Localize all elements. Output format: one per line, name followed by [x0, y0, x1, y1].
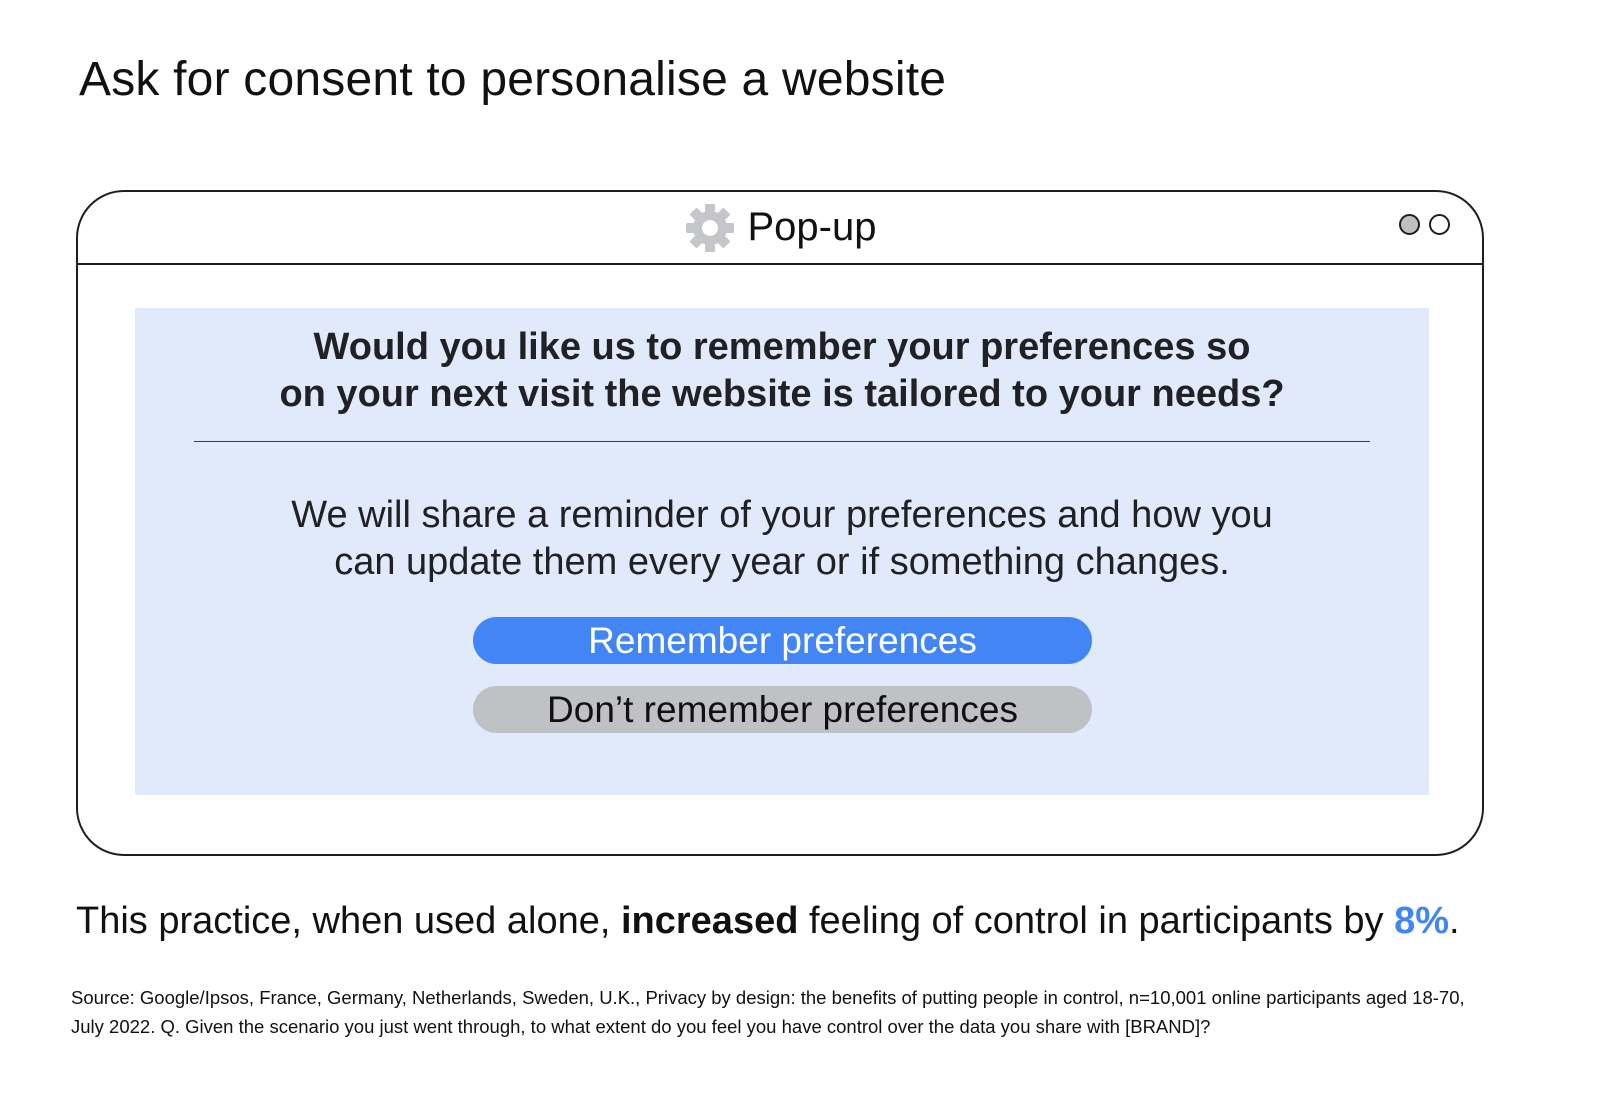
question-line-1: Would you like us to remember your preferences so: [313, 326, 1251, 368]
explanation-line-2: can update them every year or if something changes.: [334, 541, 1230, 583]
result-summary: [76, 900, 1460, 943]
summary-emphasis: increased: [620, 900, 799, 942]
consent-explanation: [135, 492, 1429, 586]
window-controls: [1399, 214, 1450, 235]
summary-prefix: This practice, when used alone,: [76, 900, 621, 942]
source-note: Source: Google/Ipsos, France, Germany, Netherlands, Sweden, U.K., Privacy by design: the benefits of putting people in control, n=10,001 online participants aged 18-70, July 2022. Q. Given the scenario you just went through, to what extent do you feel you have control over the data you share with [BRAND]?: [71, 987, 1465, 1037]
consent-dialog: [135, 308, 1429, 795]
page-title: Ask for consent to personalise a website: [79, 53, 947, 106]
window-title: Pop-up: [747, 205, 877, 249]
window-titlebar: [78, 192, 1482, 265]
window-title-group: [78, 192, 1482, 263]
dialog-divider: [194, 441, 1370, 442]
summary-stat: 8%: [1394, 900, 1450, 942]
remember-preferences-button[interactable]: Remember preferences: [473, 617, 1092, 664]
dont-remember-preferences-button[interactable]: Don’t remember preferences: [473, 686, 1092, 733]
summary-suffix: .: [1449, 900, 1460, 942]
explanation-line-1: We will share a reminder of your preferences and how you: [291, 494, 1273, 536]
question-line-2: on your next visit the website is tailored to your needs?: [279, 373, 1285, 415]
window-dot-empty[interactable]: [1429, 214, 1450, 235]
popup-window: [76, 190, 1484, 856]
window-dot-filled[interactable]: [1399, 214, 1420, 235]
gear-icon: [684, 202, 736, 254]
summary-middle: feeling of control in participants by: [798, 900, 1395, 942]
consent-question: [135, 324, 1429, 418]
